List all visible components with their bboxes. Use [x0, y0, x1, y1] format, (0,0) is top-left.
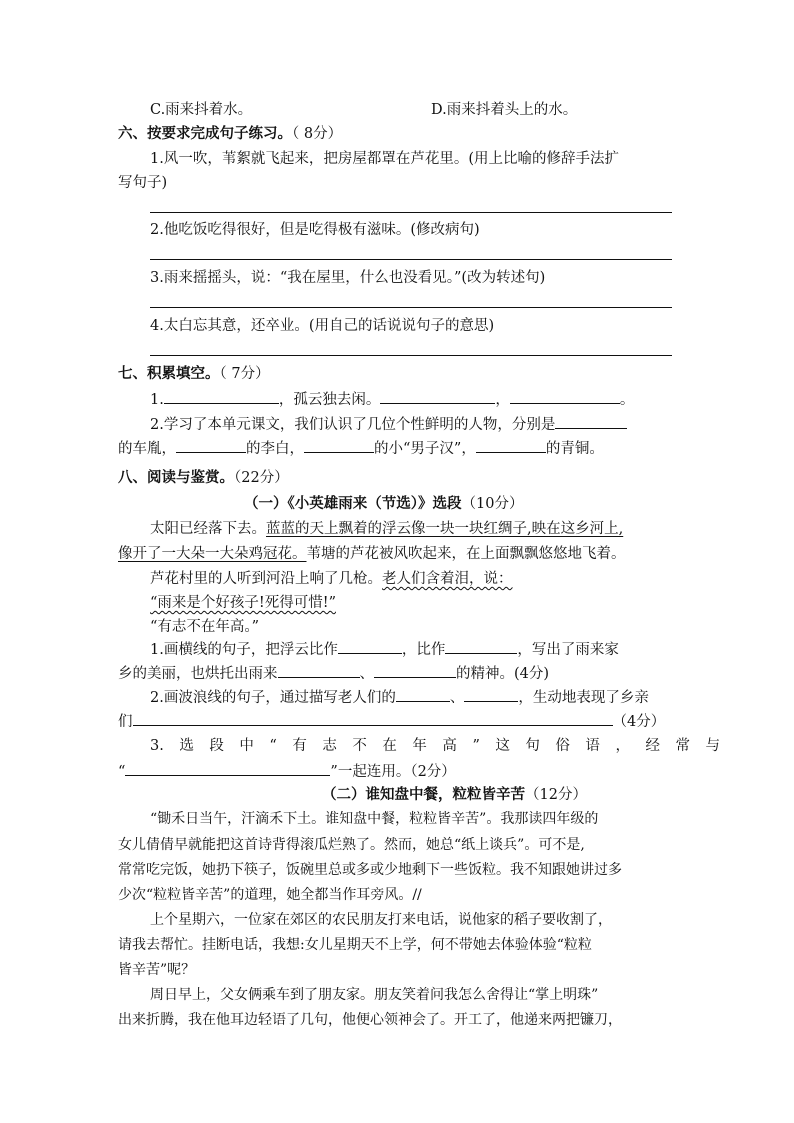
passage2-line: 出来折腾，我在他耳边轻语了几句，他便心领神会了。开工了，他递来两把镰刀，	[118, 1012, 622, 1028]
q-text: ，写出了雨来家	[517, 642, 619, 658]
q3-char: 高	[442, 738, 457, 754]
section7-q1	[150, 388, 634, 410]
section6-heading	[118, 124, 342, 144]
q3-char: 俗	[555, 738, 570, 754]
section8-title: 八、阅读与鉴赏。	[118, 469, 234, 486]
fill-blank[interactable]	[396, 686, 450, 702]
q3-char: ”	[472, 738, 480, 754]
answer-line-q2[interactable]	[150, 259, 672, 260]
q3-char: 中	[239, 738, 254, 754]
passage1-text: 太阳已经落下去。	[150, 521, 266, 537]
fill-blank[interactable]	[555, 413, 627, 429]
passage1-q1-line2	[118, 662, 549, 684]
passage1-q3-line2	[118, 760, 456, 782]
answer-line-q4[interactable]	[150, 355, 672, 356]
answer-line-q1[interactable]	[150, 212, 672, 213]
passage2-heading	[322, 785, 587, 805]
q2-text: 的小“男子汉”，	[374, 441, 476, 457]
underlined-sentence: 像开了一大朵一大朵鸡冠花。	[118, 546, 307, 562]
passage2-line: 请我去帮忙。挂断电话，我想:女儿星期天不上学，何不带她去体验体验“粒粒	[118, 937, 592, 953]
q2-text: 的青铜。	[545, 441, 604, 457]
fill-blank[interactable]	[278, 662, 360, 678]
q3-char: “	[269, 738, 277, 754]
q3-char: 语	[585, 738, 600, 754]
fill-blank[interactable]	[476, 437, 546, 453]
passage1-line	[150, 569, 513, 589]
fill-blank[interactable]	[133, 710, 613, 726]
q2-text: 2.学习了本单元课文，我们认识了几位个性鲜明的人物，分别是	[150, 417, 556, 433]
passage1-text: 芦花村里的人听到河沿上响了几枪。	[150, 571, 382, 587]
passage2-line: 皆辛苦”呢？	[118, 962, 196, 978]
passage2-line: “锄禾日当午，汗滴禾下土。谁知盘中餐，粒粒皆辛苦”。我那读四年级的	[150, 811, 599, 827]
q3-char: 年	[412, 738, 427, 754]
q1-number: 1.	[150, 392, 164, 408]
q-text: “	[118, 764, 126, 780]
q2-text: 的李白，	[246, 441, 304, 457]
q-text: 2.画波浪线的句子，通过描写老人们的	[150, 690, 396, 706]
q3-char: 志	[322, 738, 337, 754]
wavy-sentence: “雨来是个好孩子!死得可惜!”	[150, 595, 336, 611]
q3-char: 选	[179, 738, 194, 754]
passage1-text: 苇塘的芦花被风吹起来，在上面飘飘悠悠地飞着。	[306, 546, 626, 562]
fill-blank[interactable]	[176, 437, 246, 453]
fill-blank[interactable]	[338, 638, 402, 654]
section8-score: （22分）	[234, 470, 289, 486]
option-c: C.雨来抖着水。	[150, 102, 253, 118]
q-text: 们	[118, 714, 133, 730]
q1-comma: ，	[495, 392, 510, 408]
q-text: ，比作	[401, 642, 446, 658]
passage1-line	[150, 519, 623, 539]
fill-blank[interactable]	[374, 662, 456, 678]
passage2-score: （12分）	[525, 787, 587, 803]
q-text: 1.画横线的句子，把浮云比作	[150, 642, 338, 658]
section8-heading	[118, 468, 289, 488]
passage1-q3-line1	[150, 736, 720, 756]
q3-char: 有	[292, 738, 307, 754]
section6-score: （ 8分）	[292, 126, 343, 142]
fill-blank[interactable]	[164, 388, 279, 404]
q-text: ”一起连用。（2分）	[330, 764, 456, 780]
q3-char: 段	[209, 738, 224, 754]
q-text: 乡的美丽，也烘托出雨来	[118, 666, 278, 682]
section7-q2-line2	[118, 437, 604, 459]
fill-blank[interactable]	[380, 388, 495, 404]
passage1-title: （一）《小英雄雨来（节选）》选段	[244, 495, 462, 512]
q-text: 的精神。(4分)	[456, 666, 550, 682]
passage1-q2-line1	[150, 686, 649, 708]
passage2-line: 少次“粒粒皆辛苦”的道理，她全都当作耳旁风。//	[118, 887, 422, 903]
fill-blank[interactable]	[464, 686, 518, 702]
fill-blank[interactable]	[304, 437, 374, 453]
section6-title: 六、按要求完成句子练习。	[118, 125, 292, 142]
passage1-line: “有志不在年高。”	[150, 619, 260, 635]
q3-char: 句	[525, 738, 540, 754]
q2-text: 的车胤，	[118, 441, 176, 457]
section6-q2: 2.他吃饭吃得很好，但是吃得极有滋味。(修改病句)	[150, 222, 480, 238]
section6-q1-line2: 写句子)	[118, 175, 168, 191]
q3-char: 这	[495, 738, 510, 754]
q3-char: 不	[352, 738, 367, 754]
q3-char: 经	[645, 738, 660, 754]
passage1-score: （10分）	[461, 496, 524, 512]
q3-char: 常	[675, 738, 690, 754]
passage1-q1-line1	[150, 638, 619, 660]
q-text: 、	[449, 690, 465, 706]
q3-char: 3.	[150, 738, 164, 754]
passage2-line: 女儿倩倩早就能把这首诗背得滚瓜烂熟了。然而，她总“纸上谈兵”。可不是,	[118, 837, 585, 853]
q-text: ，生动地表现了乡亲	[518, 690, 649, 706]
section6-q1-line1: 1.风一吹，苇絮就飞起来，把房屋都罩在芦花里。(用上比喻的修辞手法扩	[150, 151, 619, 167]
passage1-line	[150, 593, 336, 613]
passage1-heading	[244, 494, 523, 514]
passage2-line: 常常吃完饭，她扔下筷子，饭碗里总或多或少地剩下一些饭粒。我不知跟她讲过多	[118, 862, 622, 878]
passage2-title: （二）谁知盘中餐，粒粒皆辛苦	[322, 786, 525, 803]
q1-period: 。	[619, 392, 635, 408]
passage2-line: 周日早上，父女俩乘车到了朋友家。朋友笑着问我怎么舍得让“掌上明珠”	[150, 987, 599, 1003]
passage1-q2-line2	[118, 710, 665, 732]
q-text: （4分）	[612, 714, 666, 730]
passage2-line: 上个星期六，一位家在郊区的农民朋友打来电话，说他家的稻子要收割了，	[150, 912, 612, 928]
q1-text: ，孤云独去闲。	[278, 392, 381, 408]
section6-q3: 3.雨来摇摇头，说：“我在屋里，什么也没看见。”(改为转述句)	[150, 270, 546, 286]
fill-blank[interactable]	[445, 638, 517, 654]
fill-blank[interactable]	[510, 388, 620, 404]
section6-q4: 4.太白忘其意，还卒业。(用自己的话说说句子的意思)	[150, 318, 495, 334]
section7-score: （ 7分）	[219, 366, 270, 382]
option-d: D.雨来抖着头上的水。	[431, 102, 578, 118]
q3-char: ，	[615, 738, 630, 754]
q3-char: 与	[705, 738, 720, 754]
fill-blank[interactable]	[125, 760, 330, 776]
section7-heading	[118, 364, 270, 384]
q3-char: 在	[382, 738, 397, 754]
section7-title: 七、积累填空。	[118, 365, 220, 382]
q-text: 、	[359, 666, 374, 682]
wavy-sentence: 老人们含着泪，说：	[382, 571, 513, 587]
passage1-line	[118, 544, 626, 564]
underlined-sentence: 蓝蓝的天上飘着的浮云像一块一块红绸子,映在这乡河上,	[266, 521, 624, 537]
section7-q2-line1	[150, 413, 627, 435]
answer-line-q3[interactable]	[150, 307, 672, 308]
